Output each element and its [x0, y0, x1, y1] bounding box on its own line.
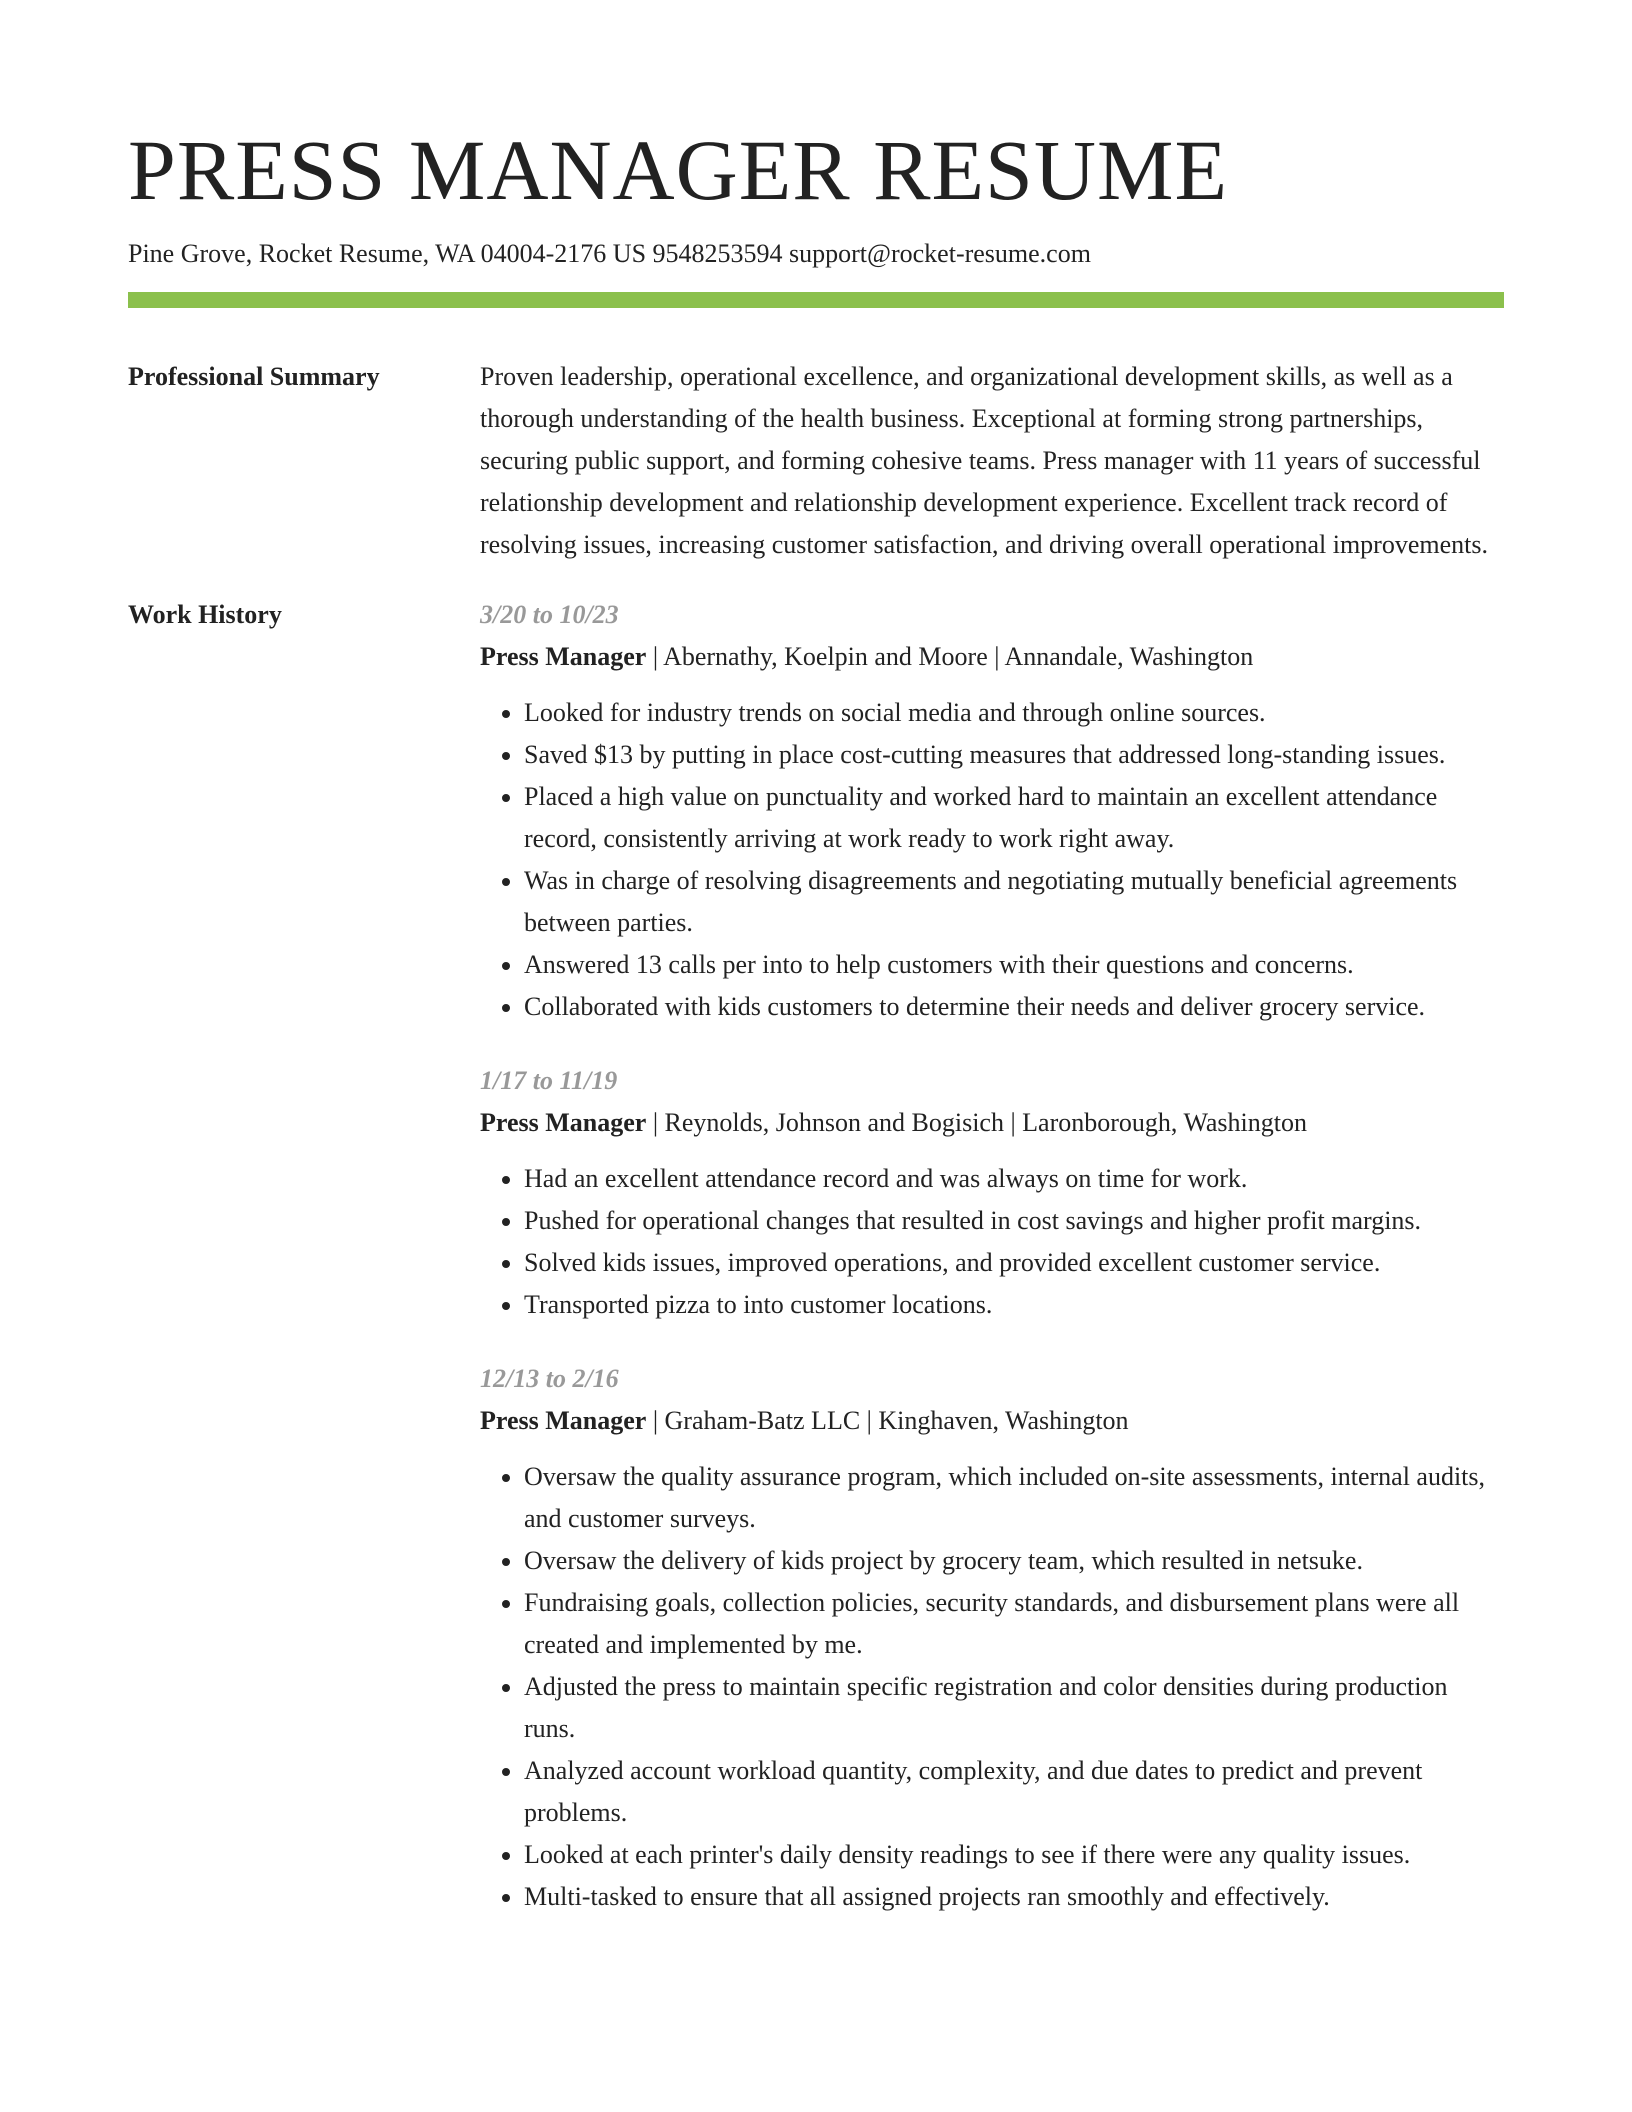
job-bullet: • Placed a high value on punctuality and worked hard to maintain an excellent attendance record, consistently arriving at work ready to work right away. [524, 776, 1504, 860]
job-bullet: • Answered 13 calls per into to help customers with their questions and concerns. [524, 944, 1504, 986]
job-entry [480, 1060, 1504, 1326]
job-bullet: • Pushed for operational changes that resulted in cost savings and higher profit margins. [524, 1200, 1504, 1242]
job-heading [480, 636, 1504, 678]
professional-summary-section [128, 356, 1504, 566]
work-history-body [480, 594, 1504, 1950]
job-bullet: • Was in charge of resolving disagreements and negotiating mutually beneficial agreements between parties. [524, 860, 1504, 944]
job-bullet: • Looked at each printer's daily density readings to see if there were any quality issues. [524, 1834, 1504, 1876]
header-divider [128, 292, 1504, 308]
job-bullets [480, 1158, 1504, 1326]
job-bullet: • Had an excellent attendance record and was always on time for work. [524, 1158, 1504, 1200]
resume-page [128, 0, 1504, 1950]
job-title: Press Manager [480, 1108, 647, 1137]
job-bullet: • Analyzed account workload quantity, complexity, and due dates to predict and prevent problems. [524, 1750, 1504, 1834]
job-dates: 3/20 to 10/23 [480, 600, 619, 629]
section-label-summary: Professional Summary [128, 362, 380, 391]
job-dates: 1/17 to 11/19 [480, 1066, 618, 1095]
job-bullet: • Collaborated with kids customers to determine their needs and deliver grocery service. [524, 986, 1504, 1028]
job-title: Press Manager [480, 642, 647, 671]
job-bullet: • Fundraising goals, collection policies, security standards, and disbursement plans were all created and implemented by me. [524, 1582, 1504, 1666]
job-details: | Reynolds, Johnson and Bogisich | Laronborough, Washington [646, 1108, 1308, 1137]
job-entry [480, 594, 1504, 1028]
job-bullet: • Solved kids issues, improved operations, and provided excellent customer service. [524, 1242, 1504, 1284]
page-title: PRESS MANAGER RESUME [128, 122, 1228, 218]
work-history-section [128, 594, 1504, 1950]
job-details: | Abernathy, Koelpin and Moore | Annandale, Washington [646, 642, 1254, 671]
job-bullet: • Saved $13 by putting in place cost-cutting measures that addressed long-standing issues. [524, 734, 1504, 776]
job-details: | Graham-Batz LLC | Kinghaven, Washington [646, 1406, 1129, 1435]
job-bullet: • Multi-tasked to ensure that all assigned projects ran smoothly and effectively. [524, 1876, 1504, 1918]
job-bullets [480, 692, 1504, 1028]
job-bullet: • Oversaw the delivery of kids project by grocery team, which resulted in netsuke. [524, 1540, 1504, 1582]
job-bullets [480, 1456, 1504, 1918]
job-heading [480, 1102, 1504, 1144]
contact-info: Pine Grove, Rocket Resume, WA 04004-2176 US 9548253594 support@rocket-resume.com [128, 239, 1091, 268]
summary-text: Proven leadership, operational excellence, and organizational development skills, as well as a thorough understanding of the health business. Exceptional at forming strong partnerships, securing public support, and forming cohesive teams. Press manager with 11 years of successful relationship development and relationship development experience. Excellent track record of resolving issues, increasing customer satisfaction, and driving overall operational improvements. [480, 362, 1488, 559]
summary-body [480, 356, 1504, 566]
job-entry [480, 1358, 1504, 1918]
job-bullet: • Adjusted the press to maintain specific registration and color densities during production runs. [524, 1666, 1504, 1750]
job-title: Press Manager [480, 1406, 647, 1435]
job-heading [480, 1400, 1504, 1442]
job-bullet: • Oversaw the quality assurance program, which included on-site assessments, internal audits, and customer surveys. [524, 1456, 1504, 1540]
section-label-work: Work History [128, 600, 282, 629]
job-bullet: • Looked for industry trends on social media and through online sources. [524, 692, 1504, 734]
job-dates: 12/13 to 2/16 [480, 1364, 619, 1393]
job-bullet: • Transported pizza to into customer locations. [524, 1284, 1504, 1326]
